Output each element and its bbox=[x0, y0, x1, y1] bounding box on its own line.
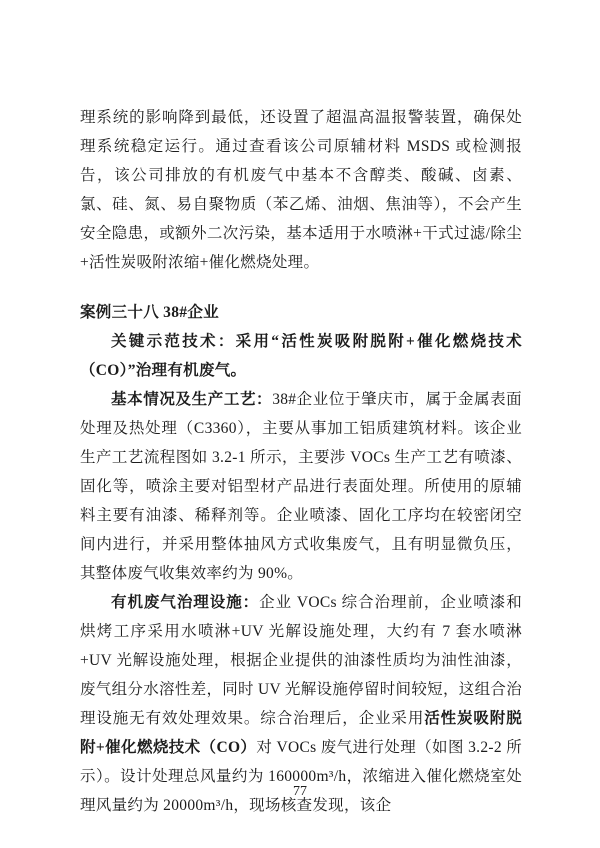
bold-text-run: 有机废气治理设施： bbox=[111, 594, 260, 611]
page-number: 77 bbox=[293, 784, 307, 799]
paragraph-key-technology bbox=[80, 327, 522, 385]
bold-text-run: 关键示范技术：采用“活性炭吸附脱附+催化燃烧技术（CO）”治理有机废气。 bbox=[80, 333, 522, 379]
text-run: 企业 VOCs 综合治理前，企业喷漆和烘烤工序采用水喷淋+UV 光解设施处理，大约有 7 套水喷淋+UV 光解设施处理，根据企业提供的油漆性质均为油性油漆，废气组分水溶性差，同时 UV 光解设施停留时间较短，这组合治理设施无有效处理效果。综合治理后，企业采用 bbox=[80, 594, 522, 727]
bold-text-run: 基本情况及生产工艺： bbox=[111, 391, 273, 408]
bold-text-run: 活性炭吸附脱附+催化燃烧技术（CO） bbox=[80, 710, 522, 756]
bold-text-run: 案例三十八 38#企业 bbox=[80, 304, 219, 321]
page-content bbox=[80, 103, 522, 820]
text-run: 理系统的影响降到最低，还设置了超温高温报警装置，确保处理系统稳定运行。通过查看该公司原辅材料 MSDS 或检测报告，该公司排放的有机废气中基本不含醇类、酸碱、卤素、氯、硅、氮、易自聚物质（苯乙烯、油烟、焦油等），不会产生安全隐患，或额外二次污染，基本适用于水喷淋+干式过滤/除尘+活性炭吸附浓缩+催化燃烧处理。 bbox=[80, 109, 522, 271]
text-run: 对 VOCs 废气进行处理（如图 3.2-2 所示）。设计处理总风量约为 160000m³/h，浓缩进入催化燃烧室处理风量约为 20000m³/h，现场核查发现，该企 bbox=[80, 739, 522, 814]
paragraph-basic-info bbox=[80, 385, 522, 588]
paragraph-continuation bbox=[80, 103, 522, 277]
case-heading bbox=[80, 298, 522, 327]
text-run: 38#企业位于肇庆市，属于金属表面处理及热处理（C3360），主要从事加工铝质建筑材料。该企业生产工艺流程图如 3.2-1 所示，主要涉 VOCs 生产工艺有喷漆、固化等，喷涂主要对铝型材产品进行表面处理。所使用的原辅料主要有油漆、稀释剂等。企业喷漆、固化工序均在较密闭空间内进行，并采用整体抽风方式收集废气，且有明显微负压，其整体废气收集效率约为 90%。 bbox=[80, 391, 522, 582]
